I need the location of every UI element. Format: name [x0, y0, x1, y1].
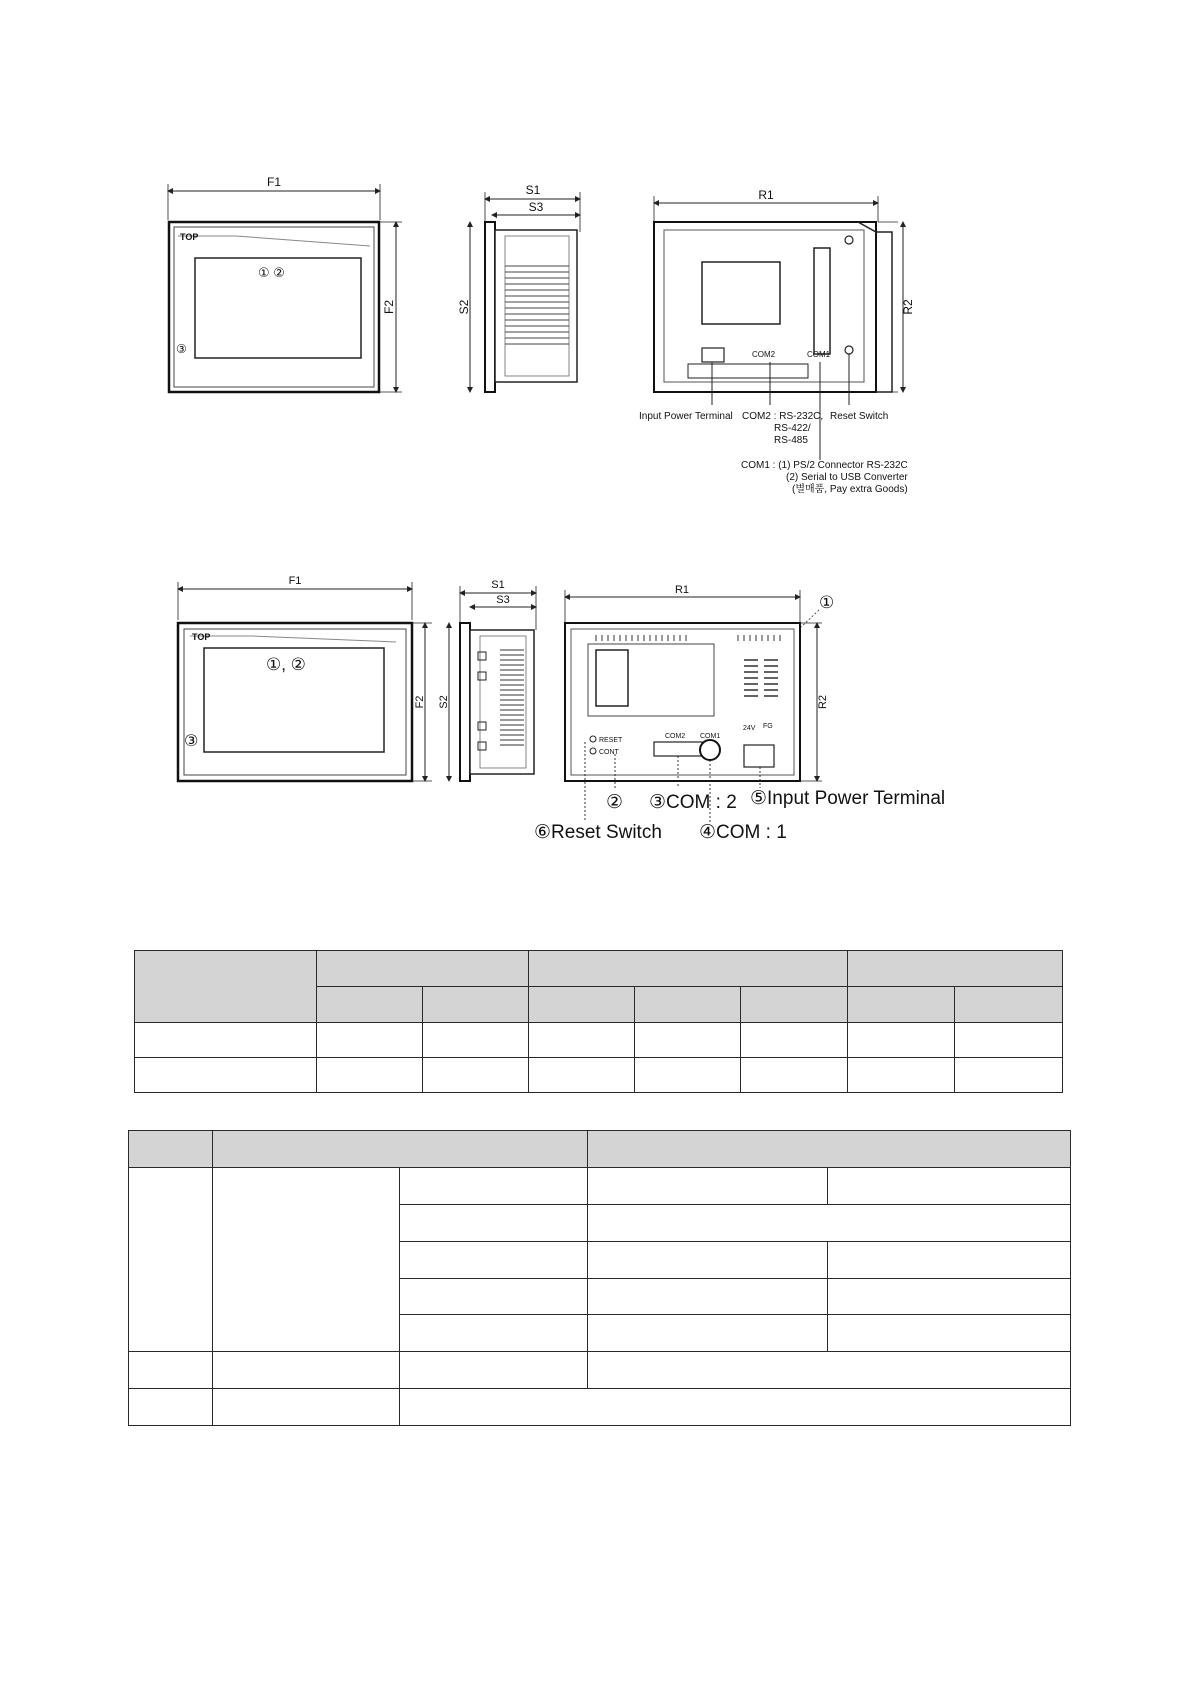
table-cell [588, 1167, 828, 1204]
table-header-cell [848, 951, 1063, 987]
table-cell [135, 1058, 317, 1093]
table-header-cell [317, 951, 529, 987]
callout-5-power: ⑤Input Power Terminal [750, 788, 946, 809]
table-cell [848, 1023, 955, 1058]
callouts-1 [639, 411, 908, 495]
drawing-2 [178, 575, 945, 843]
rear-corner-marker: ① [819, 593, 835, 612]
callout-2: ② [606, 792, 624, 813]
table-cell [129, 1167, 213, 1351]
front-view-2 [178, 575, 432, 781]
table-cell [588, 1352, 1071, 1389]
dim-s1: S1 [525, 183, 541, 197]
callouts-2 [534, 788, 945, 843]
table-header-cell [529, 951, 848, 987]
dim-f1-b: F1 [288, 575, 302, 587]
dim-r1-b: R1 [674, 584, 690, 596]
table-cell [955, 1023, 1063, 1058]
rear-label-24v: 24V [743, 725, 756, 732]
table-cell [848, 1058, 955, 1093]
table-row [135, 1058, 1063, 1093]
callout-3-com2: ③COM : 2 [649, 792, 737, 813]
dimension-table [134, 950, 1063, 1093]
dim-s2-b: S2 [438, 695, 450, 709]
table-cell [588, 1278, 828, 1315]
table-cell [400, 1204, 588, 1241]
side-view-2 [438, 579, 536, 781]
table-header-cell [135, 951, 317, 1023]
table-header-cell [317, 987, 423, 1023]
table-header-cell [213, 1131, 588, 1168]
callout-4-com1: ④COM : 1 [699, 822, 787, 843]
dim-s1-b: S1 [491, 579, 505, 591]
table-header-row [135, 951, 1063, 987]
callout-com1-3: (별매품, Pay extra Goods) [792, 484, 908, 495]
table-cell [529, 1023, 635, 1058]
table-header-cell [848, 987, 955, 1023]
table-cell [588, 1315, 828, 1352]
table-header-cell [423, 987, 529, 1023]
table-cell [135, 1023, 317, 1058]
callout-com1-1: COM1 : (1) PS/2 Connector RS-232C [741, 460, 908, 471]
callout-input-power: Input Power Terminal [639, 411, 733, 422]
table-cell [955, 1058, 1063, 1093]
table-cell [213, 1352, 400, 1389]
table-cell [529, 1058, 635, 1093]
side-view-1 [457, 183, 580, 392]
front-marker-3-b: ③ [184, 733, 199, 750]
callout-6-reset: ⑥Reset Switch [534, 822, 662, 843]
table-header-row [129, 1131, 1071, 1168]
table-header-cell [955, 987, 1063, 1023]
front-marker-12-b: ①, ② [266, 655, 306, 674]
dim-s3-b: S3 [496, 594, 510, 606]
table-row [135, 1023, 1063, 1058]
specification-table [128, 1130, 1071, 1426]
table-header-cell [529, 987, 635, 1023]
dim-s3: S3 [528, 200, 544, 214]
dim-f2-b: F2 [414, 695, 426, 709]
table-cell [635, 1023, 741, 1058]
dim-r2: R2 [901, 299, 915, 315]
rear-label-fg: FG [763, 723, 773, 730]
rear-label-cont: CONT [599, 749, 619, 756]
table-cell [828, 1167, 1071, 1204]
front-marker-3: ③ [176, 342, 187, 356]
table-header-cell [635, 987, 741, 1023]
callout-com2-1: COM2 : RS-232C, [742, 411, 824, 422]
table-cell [400, 1315, 588, 1352]
callout-reset-switch: Reset Switch [830, 411, 889, 422]
table-cell [400, 1278, 588, 1315]
table-cell [588, 1204, 1071, 1241]
table-row [129, 1352, 1071, 1389]
callout-com1-2: (2) Serial to USB Converter [786, 472, 908, 483]
table-cell [828, 1241, 1071, 1278]
table-cell [828, 1278, 1071, 1315]
rear-label-com2: COM2 [752, 350, 776, 359]
front-logo: TOP [180, 232, 199, 242]
table-cell [129, 1389, 213, 1426]
dim-s2: S2 [457, 299, 471, 315]
rear-label-com1: COM1 [807, 350, 831, 359]
table-header-cell [129, 1131, 213, 1168]
table-cell [213, 1389, 400, 1426]
table-cell [588, 1241, 828, 1278]
table-row [129, 1389, 1071, 1426]
callout-com2-3: RS-485 [774, 435, 808, 446]
front-logo-b: TOP [192, 632, 211, 642]
dim-r2-b: R2 [817, 694, 829, 710]
table-cell [400, 1241, 588, 1278]
table-cell [213, 1167, 400, 1351]
table-cell [828, 1315, 1071, 1352]
table-row [129, 1167, 1071, 1204]
dim-r1: R1 [758, 188, 774, 202]
rear-label-reset: RESET [599, 737, 623, 744]
table-cell [317, 1023, 423, 1058]
table-cell [635, 1058, 741, 1093]
table-header-cell [741, 987, 848, 1023]
dim-f2: F2 [382, 299, 396, 315]
table-cell [317, 1058, 423, 1093]
table-cell [400, 1167, 588, 1204]
table-cell [423, 1058, 529, 1093]
table-cell [741, 1058, 848, 1093]
table-cell [400, 1352, 588, 1389]
drawing-1 [168, 175, 915, 495]
front-marker-12: ① ② [258, 265, 285, 280]
table-header-cell [588, 1131, 1071, 1168]
rear-label-com1-b: COM1 [700, 733, 721, 740]
callout-com2-2: RS-422/ [774, 423, 811, 434]
table-cell [741, 1023, 848, 1058]
table-cell [423, 1023, 529, 1058]
rear-view-2 [565, 584, 834, 822]
table-cell [400, 1389, 1071, 1426]
table-cell [129, 1352, 213, 1389]
front-view-1 [168, 175, 402, 392]
rear-label-com2-b: COM2 [665, 733, 686, 740]
dim-f1: F1 [266, 175, 282, 189]
